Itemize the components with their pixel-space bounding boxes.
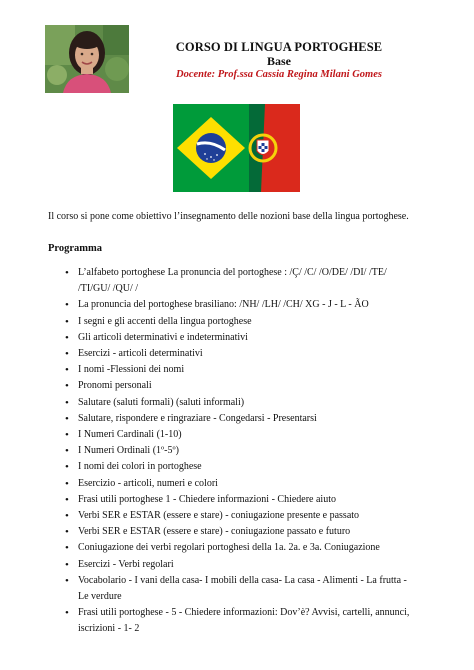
list-item: • Vocabolario - I vani della casa- I mobili della casa- La casa - Alimenti - La frutta - Le verdure <box>48 573 418 605</box>
list-item: • Verbi SER e ESTAR (essere e stare) - coniugazione passato e futuro <box>48 524 418 540</box>
list-item: • Verbi SER e ESTAR (essere e stare) - coniugazione presente e passato <box>48 508 418 524</box>
list-item: • Esercizio - articoli, numeri e colori <box>48 476 418 492</box>
list-item: • I segni e gli accenti della lingua portoghese <box>48 314 418 330</box>
list-item: • La pronuncia del portoghese brasiliano: /NH/ /LH/ /CH/ XG - J - L - ÃO <box>48 297 418 313</box>
course-level: Base <box>267 54 291 68</box>
list-item: • Frasi utili portoghese - 5 - Chiedere informazioni: Dov’è? Avvisi, cartelli, annunci, iscrizioni - 1- 2 <box>48 605 418 637</box>
course-header <box>140 40 418 82</box>
list-item: • Salutare, rispondere e ringraziare - Congedarsi - Presentarsi <box>48 411 418 427</box>
list-item: • L’alfabeto portoghese La pronuncia del portoghese : /Ç/ /C/ /O/DE/ /DI/ /TE/ /TI/GU/ /QU/ / <box>48 265 418 297</box>
list-item: • I nomi dei colori in portoghese <box>48 459 418 475</box>
list-item: • Gli articoli determinativi e indeterminativi <box>48 330 418 346</box>
list-item: • Esercizi - articoli determinativi <box>48 346 418 362</box>
programma-heading: Programma <box>48 243 103 254</box>
list-item: • I Numeri Ordinali (1º-5º) <box>48 443 418 459</box>
teacher-portrait-photo <box>45 25 129 93</box>
brazil-portugal-flags <box>173 104 300 192</box>
list-item: • I Numeri Cardinali (1-10) <box>48 427 418 443</box>
course-intro: Il corso si pone come obiettivo l’insegnamento delle nozioni base della lingua portoghese. <box>48 211 409 222</box>
list-item: • Frasi utili portoghese 1 - Chiedere informazioni - Chiedere aiuto <box>48 492 418 508</box>
programma-list <box>48 265 418 638</box>
list-item: • Salutare (saluti formali) (saluti informali) <box>48 395 418 411</box>
flags-image <box>173 104 300 192</box>
list-item: • I nomi -Flessioni dei nomi <box>48 362 418 378</box>
course-title: CORSO DI LINGUA PORTOGHESE <box>175 40 383 54</box>
list-item: • Esercizi - Verbi regolari <box>48 557 418 573</box>
teacher-portrait <box>45 25 129 93</box>
list-item: • Pronomi personali <box>48 378 418 394</box>
teacher-name: Docente: Prof.ssa Cassia Regina Milani Gomes <box>176 69 382 80</box>
list-item: • Coniugazione dei verbi regolari portoghesi della 1a. 2a. e 3a. Coniugazione <box>48 540 418 556</box>
